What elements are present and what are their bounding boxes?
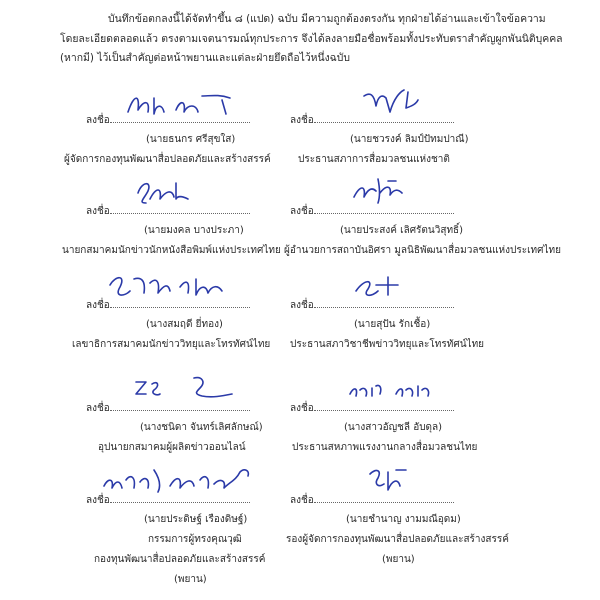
signature-line: ลงชื่อ bbox=[290, 400, 454, 416]
signature-line: ลงชื่อ bbox=[86, 492, 250, 508]
signature-line: ลงชื่อ bbox=[86, 297, 250, 313]
signature-line: ลงชื่อ bbox=[290, 112, 454, 128]
signatory-role: ผู้อำนวยการสถาบันอิศรา มูลนิธิพัฒนาสื่อมวลชนแห่งประเทศไทย bbox=[284, 245, 561, 256]
signatory-name: (นายมงคล บางประภา) bbox=[144, 225, 244, 236]
signatory-role: รองผู้จัดการกองทุนพัฒนาสื่อปลอดภัยและสร้างสรรค์ bbox=[286, 534, 509, 545]
witness-label: (พยาน) bbox=[382, 554, 415, 565]
signature-line: ลงชื่อ bbox=[290, 203, 454, 219]
signatory-name: (นางสาวอัญชลี อับดุล) bbox=[344, 422, 443, 433]
signature-line: ลงชื่อ bbox=[86, 203, 250, 219]
signatory-name: (นายชำนาญ งามมณีอุดม) bbox=[346, 514, 461, 525]
signatory-role: ประธานสหภาพแรงงานกลางสื่อมวลชนไทย bbox=[292, 442, 478, 453]
signatory-name: (นายสุปัน รักเชื้อ) bbox=[354, 319, 431, 330]
signatory-role: เลขาธิการสมาคมนักข่าววิทยุและโทรทัศน์ไทย bbox=[72, 339, 271, 350]
signatory-role: ประธานสภาวิชาชีพข่าววิทยุและโทรทัศน์ไทย bbox=[290, 339, 485, 350]
intro-line-2: โดยละเอียดตลอดแล้ว ตรงตามเจตนารมณ์ทุกประการ จึงได้ลงลายมือชื่อพร้อมทั้งประทับตราสำคัญผูกพันนิติบุคคล bbox=[60, 32, 563, 45]
signatory-name: (นางสมฤดี ยี่ทอง) bbox=[146, 319, 223, 330]
signatory-name: (นายธนกร ศรีสุขใส) bbox=[146, 134, 236, 145]
signatory-role: ผู้จัดการกองทุนพัฒนาสื่อปลอดภัยและสร้างสรรค์ bbox=[64, 154, 271, 165]
intro-line-1: บันทึกข้อตกลงนี้ได้จัดทำขึ้น ๘ (แปด) ฉบับ มีความถูกต้องตรงกัน ทุกฝ่ายได้อ่านและเข้าใจข้อความ bbox=[108, 13, 546, 25]
signatory-name: (นายชวรงค์ ลิมป์ปัทมปาณี) bbox=[350, 134, 469, 145]
intro-line-3: (หากมี) ไว้เป็นสำคัญต่อหน้าพยานและแต่ละฝ่ายยึดถือไว้หนึ่งฉบับ bbox=[60, 52, 350, 64]
signatory-role: นายกสมาคมนักข่าวนักหนังสือพิมพ์แห่งประเทศไทย bbox=[62, 245, 281, 256]
signatory-name: (นางชนิดา จันทร์เลิศลักษณ์) bbox=[140, 422, 263, 433]
signature-line: ลงชื่อ bbox=[290, 492, 454, 508]
signature-line: ลงชื่อ bbox=[86, 400, 250, 416]
witness-label: (พยาน) bbox=[174, 574, 207, 585]
signatory-name: (นายประดิษฐ์ เรืองดิษฐ์) bbox=[144, 514, 248, 525]
signatory-role-organization: กองทุนพัฒนาสื่อปลอดภัยและสร้างสรรค์ bbox=[94, 554, 266, 565]
signature-line: ลงชื่อ bbox=[86, 112, 250, 128]
signatory-role: อุปนายกสมาคมผู้ผลิตข่าวออนไลน์ bbox=[98, 442, 246, 453]
signature-line: ลงชื่อ bbox=[290, 297, 454, 313]
intro-paragraph bbox=[60, 10, 575, 69]
signatory-role: ประธานสภาการสื่อมวลชนแห่งชาติ bbox=[298, 154, 450, 165]
signatory-name: (นายประสงค์ เลิศรัตนวิสุทธิ์) bbox=[340, 225, 464, 236]
signatory-role: กรรมการผู้ทรงคุณวุฒิ bbox=[148, 534, 242, 545]
